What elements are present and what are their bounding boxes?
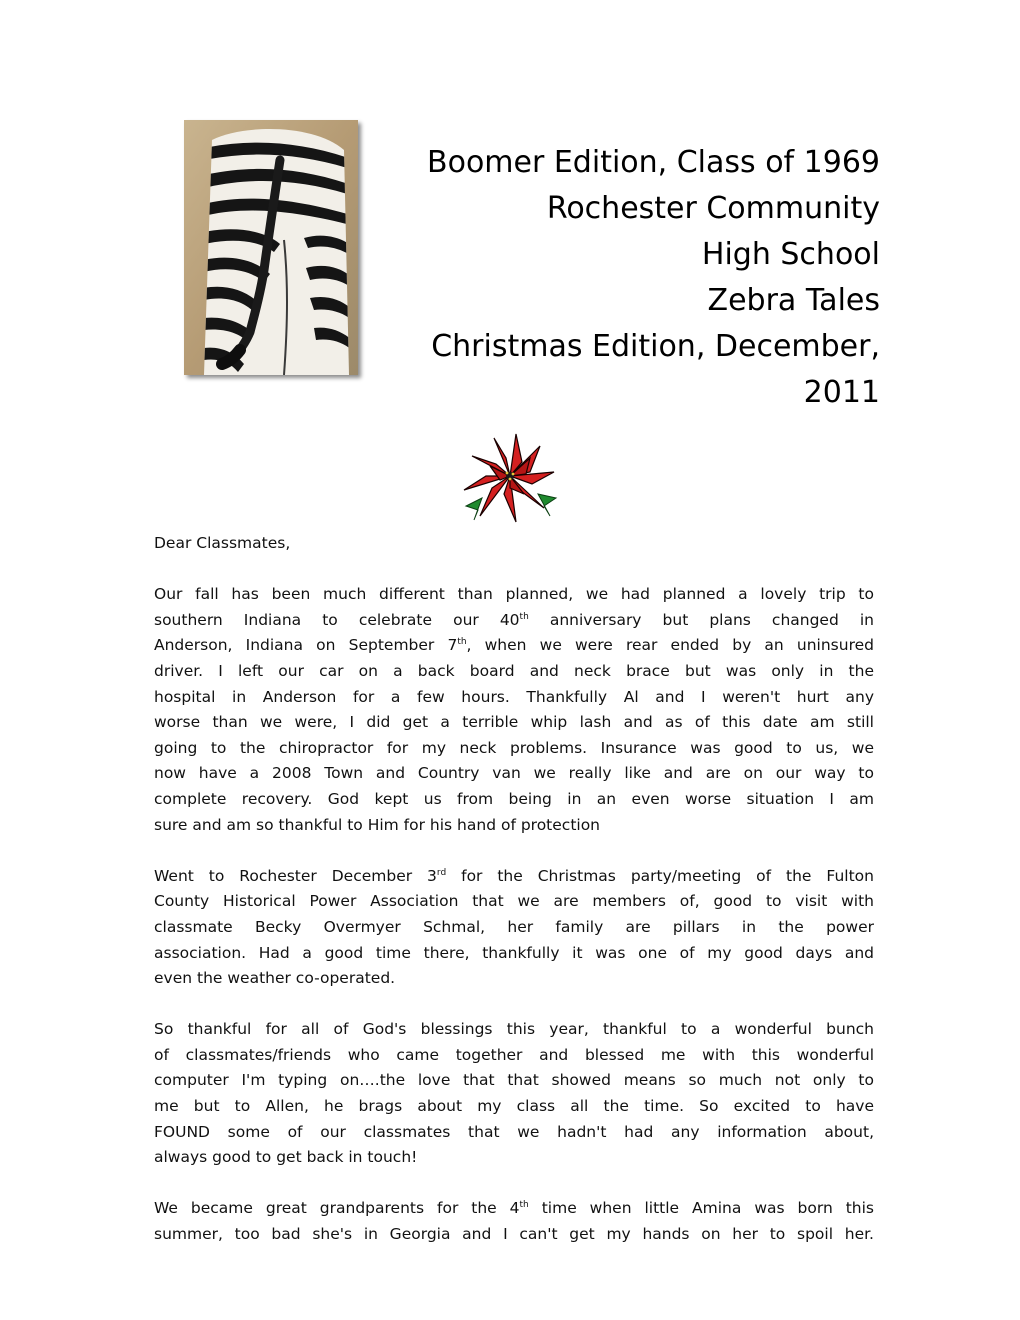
- poinsettia-graphic: [460, 432, 560, 528]
- p1-line-4: driver. I left our car on a back board and neck brace but was only in the: [154, 661, 874, 680]
- paragraph-1: [154, 582, 874, 838]
- p2-line-2: County Historical Power Association that we are members of, good to visit with: [154, 892, 874, 911]
- title-line-1: Boomer Edition, Class of 1969: [427, 145, 880, 180]
- p4-line-1-a: We became great grandparents for the 4: [154, 1199, 520, 1218]
- p1-line-2-a: southern Indiana to celebrate our 40: [154, 610, 520, 629]
- p1-line-5: hospital in Anderson for a few hours. Thankfully Al and I weren't hurt any: [154, 687, 874, 706]
- p1-line-6: worse than we were, I did get a terrible whip lash and as of this date am still: [154, 713, 874, 732]
- p1-line-10: sure and am so thankful to Him for his hand of protection: [154, 815, 601, 834]
- p3-line-1: So thankful for all of God's blessings this year, thankful to a wonderful bunch: [154, 1020, 874, 1039]
- p1-line-7: going to the chiropractor for my neck problems. Insurance was good to us, we: [154, 738, 874, 757]
- p4-line-1-b: time when little Amina was born this: [528, 1199, 874, 1218]
- p2-line-3: classmate Becky Overmyer Schmal, her family are pillars in the power: [154, 917, 874, 936]
- p2-line-1-sup: rd: [436, 867, 447, 878]
- zebra-photo-graphic: [184, 120, 358, 375]
- p2-line-1-b: for the Christmas party/meeting of the Fulton: [446, 866, 874, 885]
- p1-line-3: [154, 633, 874, 659]
- letter-body: [154, 531, 874, 1273]
- p1-line-2-b: anniversary but plans changed in: [528, 610, 874, 629]
- p3-line-5: FOUND some of our classmates that we hadn't had any information about,: [154, 1122, 874, 1141]
- p3-line-2: of classmates/friends who came together and blessed me with this wonderful: [154, 1045, 874, 1064]
- p1-line-9: complete recovery. God kept us from being in an even worse situation I am: [154, 789, 874, 808]
- p2-line-1: [154, 864, 874, 890]
- p3-line-6: always good to get back in touch!: [154, 1148, 418, 1167]
- paragraph-4: [154, 1196, 874, 1247]
- p1-line-1: Our fall has been much different than planned, we had planned a lovely trip to: [154, 585, 874, 604]
- p4-line-1-sup: th: [519, 1200, 529, 1211]
- p4-line-1: [154, 1196, 874, 1222]
- title-line-4: Zebra Tales: [707, 283, 880, 318]
- poinsettia-icon: [460, 432, 560, 528]
- p2-line-4: association. Had a good time there, thankfully it was one of my good days and: [154, 943, 874, 962]
- p1-line-3-sup: th: [457, 637, 467, 648]
- p1-line-2-sup: th: [519, 611, 529, 622]
- title-line-6: 2011: [803, 375, 880, 410]
- p1-line-3-b: , when we were rear ended by an uninsured: [466, 636, 874, 655]
- newsletter-title: [400, 140, 880, 416]
- p2-line-1-a: Went to Rochester December 3: [154, 866, 437, 885]
- title-line-2: Rochester Community: [546, 191, 880, 226]
- title-line-3: High School: [701, 237, 880, 272]
- p1-line-3-a: Anderson, Indiana on September 7: [154, 636, 458, 655]
- paragraph-2: [154, 864, 874, 992]
- paragraph-3: [154, 1017, 874, 1171]
- zebra-rear-photo: [184, 120, 358, 375]
- p4-line-2: summer, too bad she's in Georgia and I can't get my hands on her to spoil her.: [154, 1225, 874, 1244]
- title-line-5: Christmas Edition, December,: [431, 329, 880, 364]
- p1-line-2: [154, 608, 874, 634]
- p2-line-5: even the weather co-operated.: [154, 969, 396, 988]
- p1-line-8: now have a 2008 Town and Country van we really like and are on our way to: [154, 764, 874, 783]
- p3-line-3: computer I'm typing on….the love that that showed means so much not only to: [154, 1071, 874, 1090]
- salutation: Dear Classmates,: [154, 534, 291, 552]
- p3-line-4: me but to Allen, he brags about my class all the time. So excited to have: [154, 1097, 874, 1116]
